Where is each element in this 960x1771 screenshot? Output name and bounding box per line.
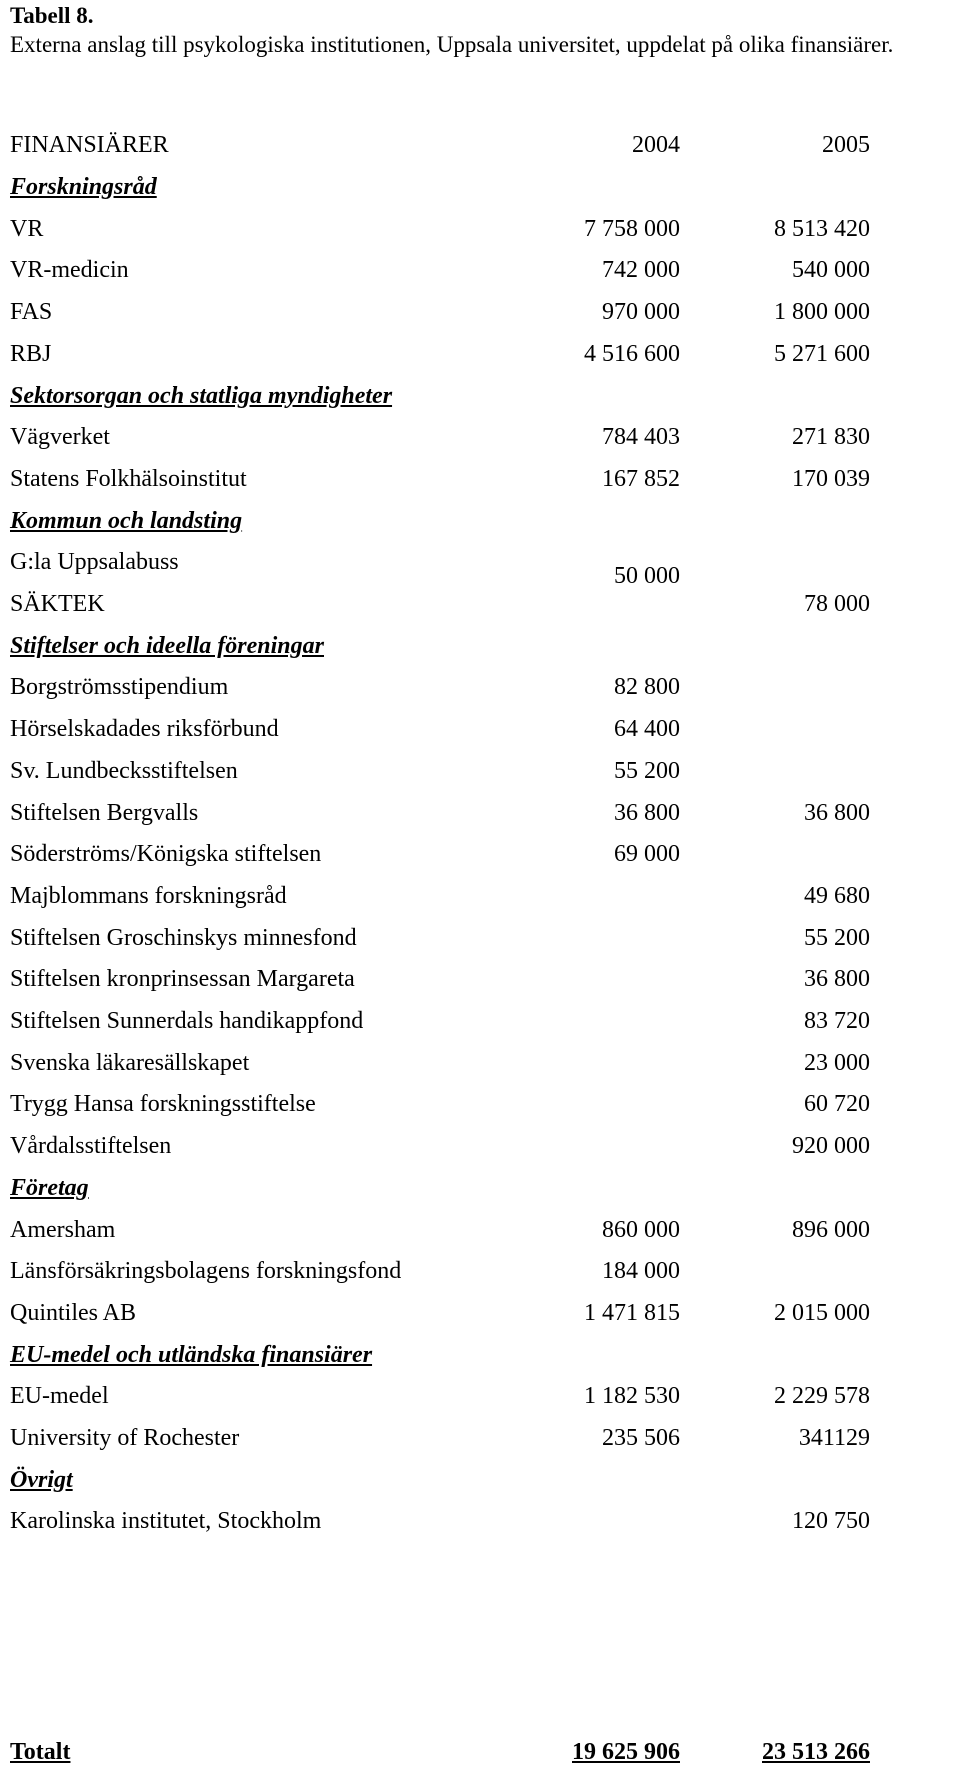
- section-heading: Forskningsråd: [10, 174, 157, 200]
- total-2005: 23 513 266: [762, 1739, 870, 1765]
- header-year-2005: 2005: [822, 132, 870, 158]
- amount-2004: 69 000: [614, 841, 680, 867]
- table-row: [10, 879, 870, 913]
- table-row: [10, 1087, 870, 1121]
- amount-2005: 341129: [798, 1425, 870, 1451]
- amount-2004: 184 000: [602, 1258, 680, 1284]
- table-row: [10, 1004, 870, 1038]
- table-row: [10, 1296, 870, 1330]
- table-row: [10, 796, 870, 830]
- amount-2005: 23 000: [804, 1050, 870, 1076]
- financier-name: Borgströmsstipendium: [10, 674, 229, 700]
- financier-name: RBJ: [10, 341, 52, 367]
- table-row: [10, 420, 870, 454]
- table-row: [10, 462, 870, 496]
- amount-2005: 1 800 000: [774, 299, 870, 325]
- section-heading-row: [10, 1171, 870, 1205]
- financier-name: Stiftelsen kronprinsessan Margareta: [10, 966, 355, 992]
- amount-2004: 50 000: [614, 563, 680, 589]
- amount-2004: 82 800: [614, 674, 680, 700]
- amount-2005: 36 800: [804, 966, 870, 992]
- amount-2004: 1 182 530: [584, 1383, 680, 1409]
- table-caption: Externa anslag till psykologiska institutionen, Uppsala universitet, uppdelat på olika finansiärer.: [10, 32, 894, 57]
- amount-2004: 970 000: [602, 299, 680, 325]
- financier-name: Länsförsäkringsbolagens forskningsfond: [10, 1258, 402, 1284]
- financier-name: FAS: [10, 299, 53, 325]
- amount-2005: 2 015 000: [774, 1300, 870, 1326]
- section-heading: EU-medel och utländska finansiärer: [10, 1342, 373, 1368]
- financier-name: Stiftelsen Bergvalls: [10, 800, 199, 826]
- amount-2004: 784 403: [602, 424, 680, 450]
- section-heading: Stiftelser och ideella föreningar: [10, 633, 324, 659]
- financier-name: University of Rochester: [10, 1425, 240, 1451]
- amount-2005: 36 800: [804, 800, 870, 826]
- financier-name: Amersham: [10, 1217, 116, 1243]
- amount-2004: 64 400: [614, 716, 680, 742]
- total-label: Totalt: [10, 1739, 71, 1765]
- table-row: [10, 921, 870, 955]
- table-row: [10, 295, 870, 329]
- header-year-2004: 2004: [632, 132, 680, 158]
- table-row: [10, 1046, 870, 1080]
- amount-2005: 78 000: [804, 591, 870, 617]
- table-row: [10, 712, 870, 746]
- amount-2004: 36 800: [614, 800, 680, 826]
- section-heading-row: [10, 629, 870, 663]
- section-heading-row: [10, 1338, 870, 1372]
- amount-2004: 235 506: [602, 1425, 680, 1451]
- financier-name: G:la Uppsalabuss: [10, 549, 179, 575]
- financier-name: Statens Folkhälsoinstitut: [10, 466, 247, 492]
- table-header-row: [10, 128, 870, 162]
- financier-name: Sv. Lundbecksstiftelsen: [10, 758, 238, 784]
- table-title: Tabell 8.: [10, 3, 94, 28]
- table-row: [10, 1504, 870, 1538]
- amount-2005: 170 039: [792, 466, 870, 492]
- financier-name: Stiftelsen Groschinskys minnesfond: [10, 925, 357, 951]
- financier-name: SÄKTEK: [10, 591, 105, 617]
- table-row: [10, 337, 870, 371]
- amount-2005: 49 680: [804, 883, 870, 909]
- table-row: [10, 962, 870, 996]
- amount-2004: 860 000: [602, 1217, 680, 1243]
- section-heading: Sektorsorgan och statliga myndigheter: [10, 383, 393, 409]
- table-row: [10, 1421, 870, 1455]
- amount-2005: 55 200: [804, 925, 870, 951]
- amount-2005: 271 830: [792, 424, 870, 450]
- section-heading-row: [10, 1463, 870, 1497]
- amount-2005: 540 000: [792, 257, 870, 283]
- total-2004: 19 625 906: [572, 1739, 680, 1765]
- table-row: [10, 1213, 870, 1247]
- financier-name: Stiftelsen Sunnerdals handikappfond: [10, 1008, 364, 1034]
- financier-name: Trygg Hansa forskningsstiftelse: [10, 1091, 316, 1117]
- amount-2005: 5 271 600: [774, 341, 870, 367]
- table-row: [10, 212, 870, 246]
- amount-2004: 167 852: [602, 466, 680, 492]
- amount-2004: 7 758 000: [584, 216, 680, 242]
- table-row: [10, 1129, 870, 1163]
- section-heading: Företag: [10, 1175, 89, 1201]
- amount-2005: 8 513 420: [774, 216, 870, 242]
- table-row: [10, 754, 870, 788]
- amount-2005: 920 000: [792, 1133, 870, 1159]
- amount-2004: 4 516 600: [584, 341, 680, 367]
- table-row: [10, 587, 870, 621]
- financier-name: Hörselskadades riksförbund: [10, 716, 279, 742]
- amount-2005: 896 000: [792, 1217, 870, 1243]
- financier-name: EU-medel: [10, 1383, 109, 1409]
- section-heading-row: [10, 504, 870, 538]
- financier-name: Svenska läkaresällskapet: [10, 1050, 250, 1076]
- document-page: [10, 0, 950, 1771]
- section-heading-row: [10, 379, 870, 413]
- section-heading: Kommun och landsting: [10, 508, 243, 534]
- financier-name: Karolinska institutet, Stockholm: [10, 1508, 322, 1534]
- table-row: [10, 253, 870, 287]
- section-heading-row: [10, 170, 870, 204]
- header-financier: FINANSIÄRER: [10, 132, 169, 158]
- financier-name: VR-medicin: [10, 257, 129, 283]
- financier-name: Vårdalsstiftelsen: [10, 1133, 172, 1159]
- table-row: [10, 837, 870, 871]
- amount-2005: 2 229 578: [774, 1383, 870, 1409]
- total-row: [10, 1735, 870, 1769]
- amount-2004: 742 000: [602, 257, 680, 283]
- financier-name: Quintiles AB: [10, 1300, 137, 1326]
- amount-2005: 83 720: [804, 1008, 870, 1034]
- table-row: [10, 670, 870, 704]
- amount-2005: 60 720: [804, 1091, 870, 1117]
- table-row: [10, 1379, 870, 1413]
- table-row: [10, 1254, 870, 1288]
- financier-name: Söderströms/Königska stiftelsen: [10, 841, 322, 867]
- table-row: [10, 545, 870, 589]
- financier-name: Vägverket: [10, 424, 110, 450]
- financier-name: Majblommans forskningsråd: [10, 883, 287, 909]
- amount-2004: 1 471 815: [584, 1300, 680, 1326]
- amount-2005: 120 750: [792, 1508, 870, 1534]
- financier-name: VR: [10, 216, 44, 242]
- section-heading: Övrigt: [10, 1467, 73, 1493]
- amount-2004: 55 200: [614, 758, 680, 784]
